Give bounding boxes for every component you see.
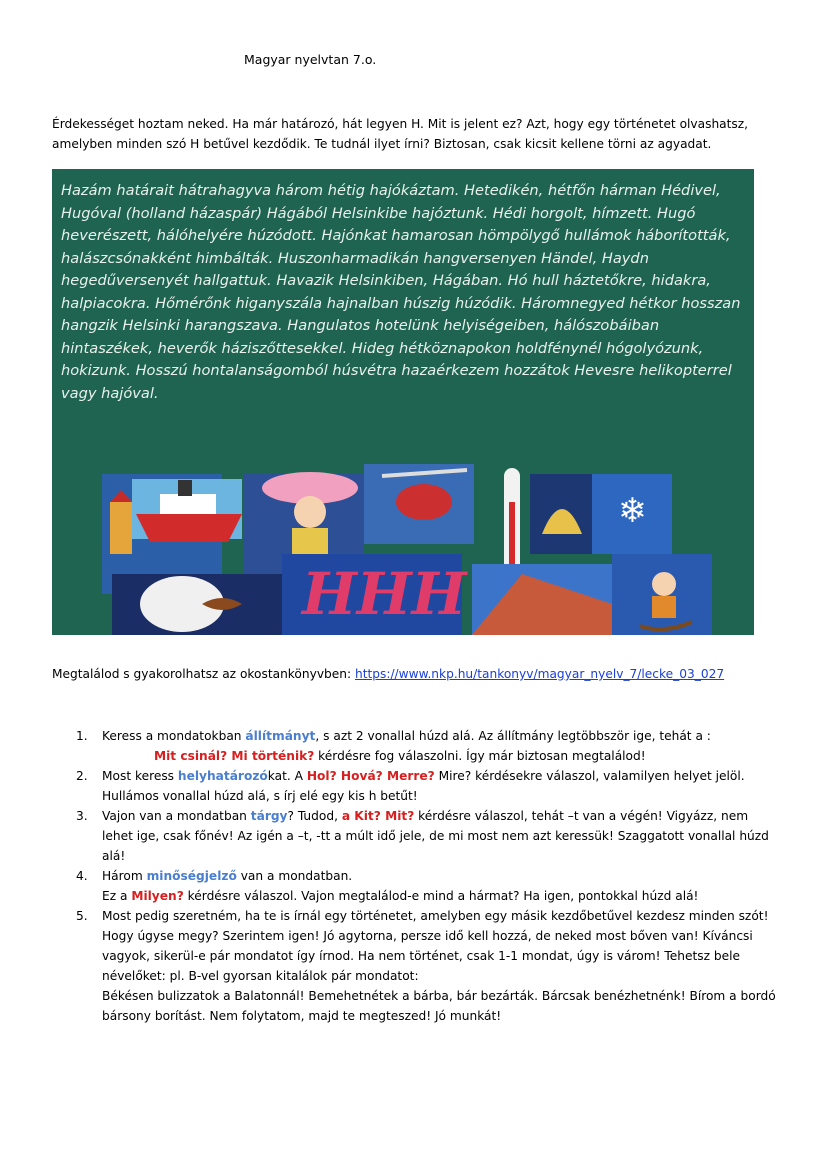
task-item xyxy=(76,906,776,1026)
question-highlight: Hol? Hová? Merre? xyxy=(306,769,435,783)
task-text: kérdésre fog válaszolni. Így már biztosan megtalálod! xyxy=(314,749,646,763)
task-item xyxy=(76,766,776,806)
task-number: 4. xyxy=(76,869,88,883)
task-text: Vajon van a mondatban xyxy=(102,809,251,823)
task-item xyxy=(76,866,776,906)
question-highlight: Mit csinál? Mi történik? xyxy=(154,749,315,763)
ship-chimney-icon xyxy=(178,480,192,496)
lighthouse-icon xyxy=(110,502,132,554)
girl-face-icon xyxy=(294,496,326,528)
illustration xyxy=(52,454,754,635)
task-text: kérdésre válaszol. Vajon megtalálod-e mind a hármat? Ha igen, pontokkal húzd alá! xyxy=(183,889,699,903)
link-prefix: Megtalálod s gyakorolhatsz az okostankönyvben: xyxy=(52,667,355,681)
highlight-term: minőségjelző xyxy=(146,869,237,883)
story-text: Hazám határait hátrahagyva három hétig hajókáztam. Hetedikén, hétfőn hárman Hédivel, Hugóval (holland házaspár) Hágából Helsinkibe hajóztunk. Hédi horgolt, hímzett. Hugó heverészett, hálóhelyére húzódott. Hajónkat hamarosan hömpölygő hullámok háborították, halászcsónakként himbálták. Huszonharmadikán hangversenyen Händel, Haydn hegedűversenyét hallgattuk. Havazik Helsinkiben, Hágában. Hó hull háztetőkre, hidakra, halpiacokra. Hőmérőnk higanyszála hajnalban húszig húzódik. Háromnegyed hétkor hosszan hangzik Helsinki harangszava. Hangulatos hotelünk helyiségeiben, hálószobáiban hintaszékek, heverők háziszőttesekkel. Hideg hétköznapokon holdfénynél hógolyózunk, hokizunk. Hosszú hontalanságomból húsvétra hazaérkezem hozzátok Hevesre helikopterrel vagy hajóval. xyxy=(61,182,741,402)
task-list xyxy=(76,726,776,1026)
task-text: van a mondatban. xyxy=(236,869,353,883)
task-number: 1. xyxy=(76,729,88,743)
task-text: Most pedig szeretném, ha te is írnál egy történetet, amelyben egy másik kezdőbetűvel kezdesz minden szót! Hogy úgyse megy? Szerintem igen! Jó agytorna, persze idő kell hozzá, de neked most bőven van! Kíváncsi vagyok, sikerül-e pár mondatot így írnod. Ha nem történet, csak 1-1 mondat, úgy is várom! Tehetsz bele névelőket: pl. B-vel gyorsan kitalálok pár mondatot: xyxy=(102,909,769,983)
child-icon xyxy=(652,572,676,596)
highlight-term: állítmányt xyxy=(245,729,316,743)
svg-text:❄: ❄ xyxy=(618,491,647,531)
task-number: 3. xyxy=(76,809,88,823)
task-item xyxy=(76,806,776,866)
page-title: Magyar nyelvtan 7.o. xyxy=(244,52,377,67)
task-text: kat. A xyxy=(267,769,307,783)
task-item xyxy=(76,726,776,766)
question-highlight: a Kit? Mit? xyxy=(341,809,415,823)
big-h-letters: HHH xyxy=(302,560,467,628)
task-text: kérdésre válaszol, tehát –t van a végén! Vigyázz, nem lehet ige, csak főnév! Az igén a –t, -tt a múlt idő jele, de mi most nem azt keressük! Szaggatott vonallal húzd alá! xyxy=(102,809,769,863)
task-text: Ez a xyxy=(102,889,132,903)
ship-hull-icon xyxy=(136,514,242,542)
task-text: Most keress xyxy=(102,769,178,783)
intro-paragraph: Érdekességet hoztam neked. Ha már határozó, hát legyen H. Mit is jelent ez? Azt, hogy egy történetet olvashatsz, amelyben minden szó H betűvel kezdődik. Te tudnál ilyet írni? Biztosan, csak kicsit kellene törni az agyadat. xyxy=(52,117,749,151)
textbook-link[interactable]: https://www.nkp.hu/tankonyv/magyar_nyelv_7/lecke_03_027 xyxy=(354,667,725,681)
highlight-term: tárgy xyxy=(250,809,288,823)
task-text: Keress a mondatokban xyxy=(102,729,246,743)
helicopter-icon xyxy=(396,484,452,520)
story-panel xyxy=(52,169,754,635)
task-text: Mire? kérdésekre válaszol, valamilyen helyet jelöl. Hullámos vonallal húzd alá, s írj elé egy kis h betűt! xyxy=(102,769,745,803)
example-sentences: Békésen bulizzatok a Balatonnál! Bemehetnétek a bárba, bár bezárták. Bárcsak benézhetnénk! Bírom a bordó bársony borítást. Nem folytatom, majd te megteszed! Jó munkát! xyxy=(102,989,776,1023)
task-text: Három xyxy=(102,869,147,883)
task-text: ? Tudod, xyxy=(287,809,342,823)
task-text: , s azt 2 vonallal húzd alá. Az állítmány legtöbbször ige, tehát a : xyxy=(315,729,711,743)
link-line xyxy=(52,667,724,681)
task-number: 2. xyxy=(76,769,88,783)
question-highlight: Milyen? xyxy=(131,889,184,903)
highlight-term: helyhatározó xyxy=(177,769,268,783)
task-number: 5. xyxy=(76,909,88,923)
ship-cabin-icon xyxy=(160,494,216,514)
